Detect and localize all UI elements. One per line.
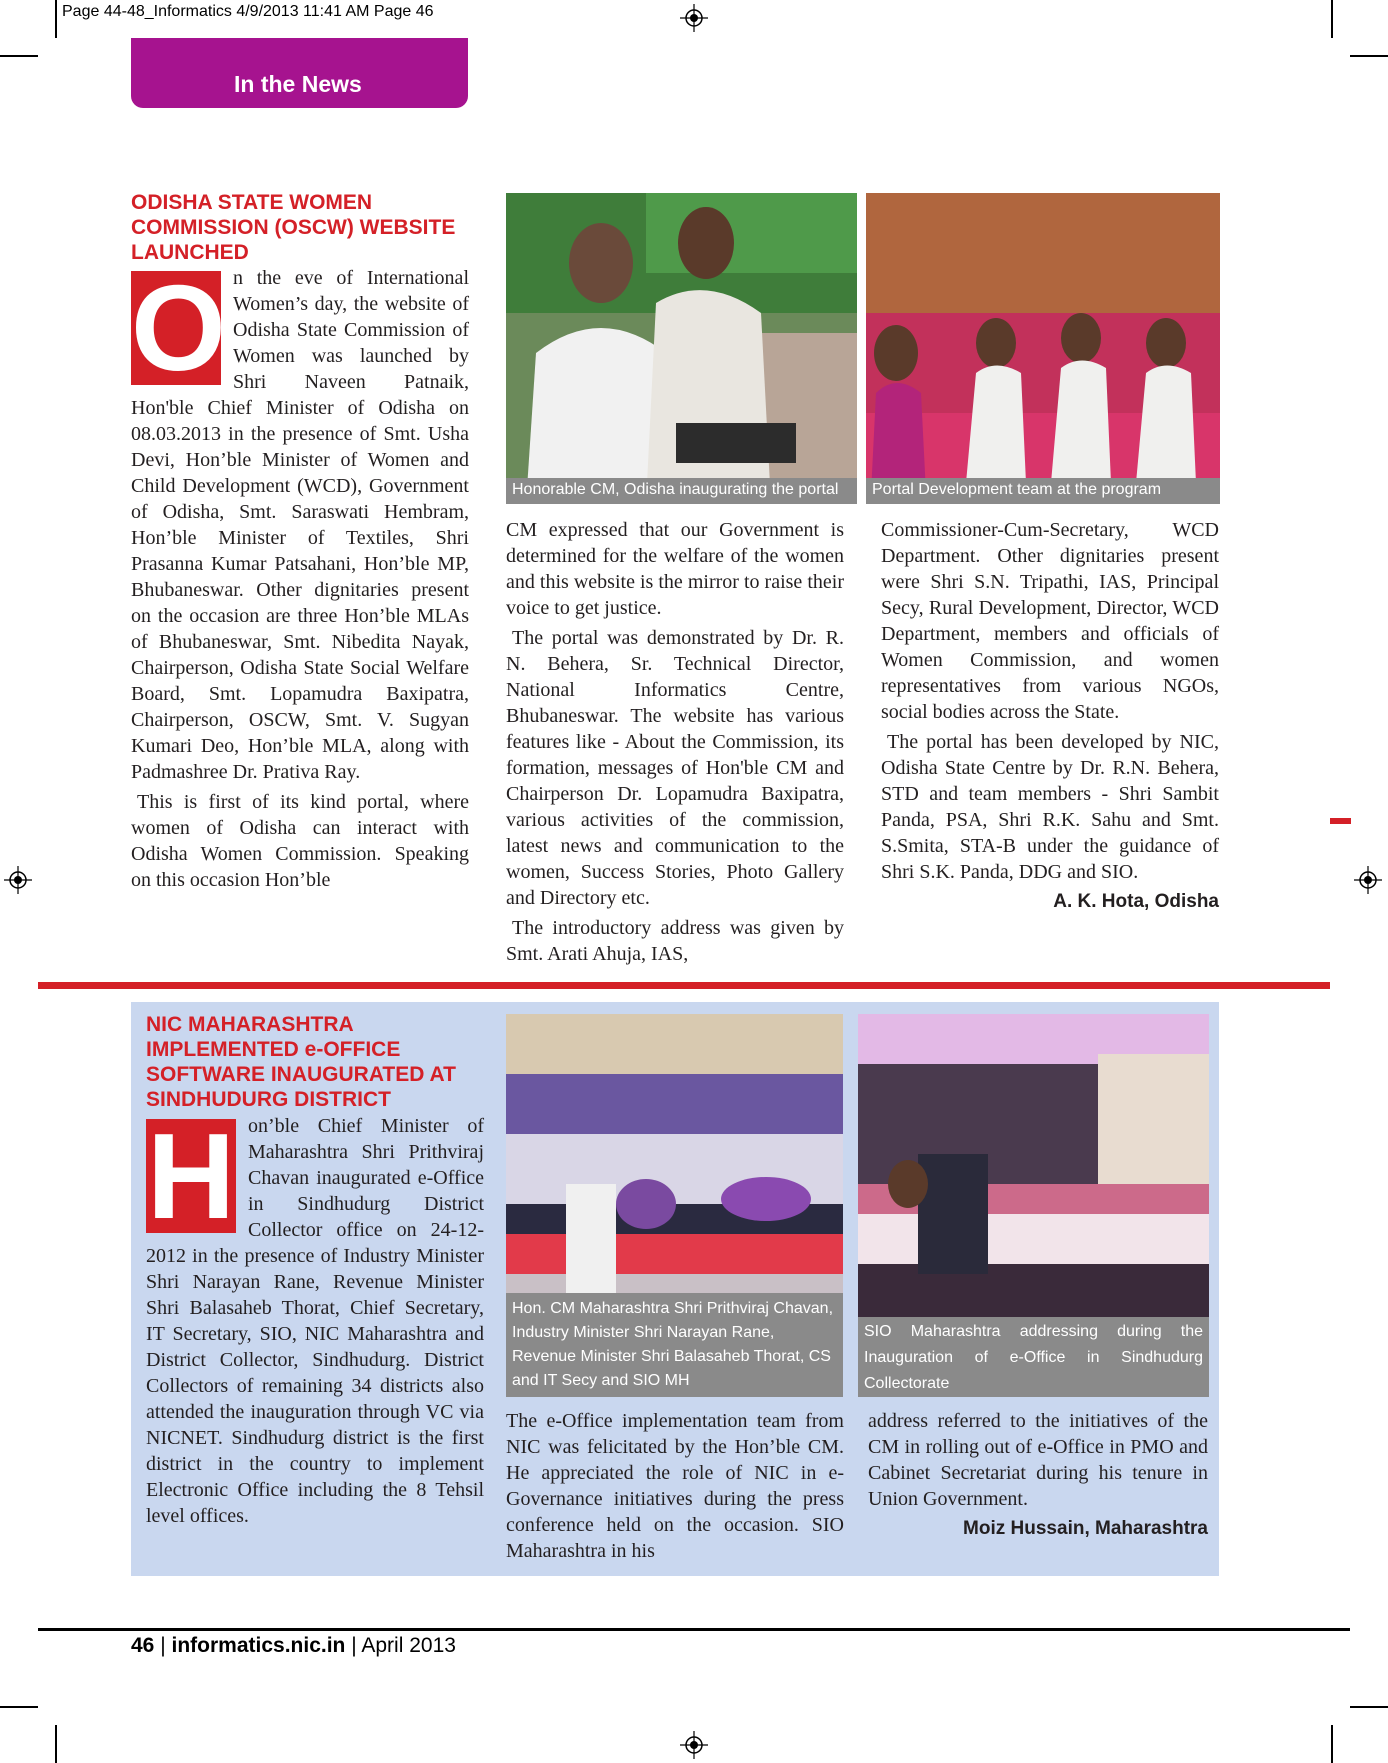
section-divider (38, 982, 1330, 989)
story1-column-1 (131, 260, 469, 897)
story1-paragraph: The introductory address was given by Smt. Arati Ahuja, IAS, (506, 917, 844, 965)
story1-paragraph: This is first of its kind portal, where women of Odisha can interact with Odisha Women Commission. Speaking on this occasion Hon’ble (131, 791, 469, 891)
crop-mark (1350, 55, 1388, 57)
story1-photo-dev-team (866, 193, 1220, 504)
registration-mark-icon (680, 4, 708, 32)
story2-column-3 (868, 1408, 1208, 1542)
story1-column-2 (506, 517, 844, 971)
section-banner (131, 38, 468, 108)
story1-paragraph: CM expressed that our Government is determined for the welfare of the women and this website is the mirror to raise their voice to get justice. (506, 519, 844, 619)
story2-photo2-caption: SIO Maharashtra addressing during the Inauguration of e-Office in Sindhudurg Collectorate (858, 1317, 1209, 1397)
crop-mark (1331, 1725, 1333, 1763)
story1-photo2-caption: Portal Development team at the program (866, 478, 1220, 504)
story2-headline: NIC MAHARASHTRA IMPLEMENTED e-OFFICE SOFTWARE INAUGURATED AT SINDHUDURG DISTRICT (146, 1013, 456, 1111)
story1-byline: A. K. Hota, Odisha (1053, 891, 1219, 912)
story2-photo-sio-addressing (858, 1014, 1209, 1397)
registration-mark-icon (4, 866, 32, 894)
footer-issue: April 2013 (361, 1634, 456, 1657)
story1-headline: ODISHA STATE WOMEN COMMISSION (OSCW) WEBSITE LAUNCHED (131, 191, 456, 264)
story2-column-2 (506, 1408, 844, 1568)
story1-column-3 (881, 517, 1219, 915)
story1-photo-cm-inaugurating (506, 193, 857, 504)
story2-photo-cm-maharashtra (506, 1014, 843, 1397)
footer-separator: | (351, 1634, 362, 1657)
story1-paragraph: The portal was demonstrated by Dr. R. N. Behera, Sr. Technical Director, National Informatics Centre, Bhubaneswar. The website has various features like - About the Commission, its formation, messages of Hon'ble CM and Chairperson Dr. Lopamudra Baxipatra, various activities of the commission, latest news and communication to the women, Success Stories, Photo Gallery and Directory etc. (506, 627, 844, 909)
registration-mark-icon (680, 1731, 708, 1759)
story2-byline: Moiz Hussain, Maharashtra (963, 1518, 1208, 1539)
story2-dropcap: H (146, 1108, 236, 1244)
crop-mark (55, 1725, 57, 1763)
crop-mark (55, 0, 57, 38)
story1-paragraph: The portal has been developed by NIC, Odisha State Centre by Dr. R.N. Behera, STD and team members - Shri Sambit Panda, PSA, Shri R.K. Sahu and Smt. S.Smita, STA-B under the guidance of Shri S.K. Panda, DDG and SIO. (881, 731, 1219, 883)
story1-paragraph: n the eve of International Women’s day, the website of Odisha State Commission of Women was launched by Shri Naveen Patnaik, Hon'ble Chief Minister of Odisha on 08.03.2013 in the presence of Smt. Usha Devi, Hon’ble Minister of Women and Child Development (WCD), Government of Odisha, Smt. Saraswati Hembram, Hon’ble Minister of Textiles, Shri Prasanna Kumar Patsahani, Hon’ble MP, Bhubaneswar. Other dignitaries present on the occasion are three Hon’ble MLAs of Bhubaneswar, Smt. Nibedita Nayak, Chairperson, Odisha State Social Welfare Board, Smt. Lopamudra Baxipatra, Chairperson, OSCW, Smt. V. Sugyan Kumari Deo, Hon’ble MLA, along with Padmashree Dr. Prativa Ray. (131, 267, 469, 783)
footer-separator: | (160, 1634, 172, 1657)
registration-mark-icon (1354, 866, 1382, 894)
story2-column-1 (146, 1108, 484, 1533)
story2-paragraph: The e-Office implementation team from NIC was felicitated by the Hon’ble CM. He appreciated the role of NIC in e-Governance initiatives during the press conference held on the occasion. SIO Maharashtra in his (506, 1410, 844, 1562)
margin-marker (1330, 818, 1351, 824)
crop-mark (0, 55, 38, 57)
page-number: 46 (131, 1634, 155, 1657)
page-footer (131, 1634, 456, 1658)
print-slug: Page 44-48_Informatics 4/9/2013 11:41 AM Page 46 (62, 3, 434, 20)
crop-mark (1350, 1706, 1388, 1708)
footer-rule (38, 1628, 1350, 1631)
story2-photo1-caption: Hon. CM Maharashtra Shri Prithviraj Chavan, Industry Minister Shri Narayan Rane, Revenue Minister Shri Balasaheb Thorat, CS and IT Secy and SIO MH (506, 1293, 843, 1397)
footer-site: informatics.nic.in (171, 1634, 346, 1657)
crop-mark (1331, 0, 1333, 38)
story2-paragraph: address referred to the initiatives of the CM in rolling out of e-Office in PMO and Cabinet Secretariat during his tenure in Union Government. (868, 1410, 1208, 1510)
story1-paragraph: Commissioner-Cum-Secretary, WCD Department. Other dignitaries present were Shri S.N. Tripathi, IAS, Principal Secy, Rural Development, Director, WCD Department, members and officials of Women Commission, and women representatives from various NGOs, social bodies across the State. (881, 519, 1219, 723)
story2-paragraph: on’ble Chief Minister of Maharashtra Shri Prithviraj Chavan inaugurated e-Office in Sindhudurg District Collector office on 24-12-2012 in the presence of Industry Minister Shri Narayan Rane, Revenue Minister Shri Balasaheb Thorat, Chief Secretary, IT Secretary, SIO, NIC Maharashtra and District Collector, Sindhudurg. District Collectors of remaining 34 districts also attended the inauguration through VC via NICNET. Sindhudurg district is the first district in the country to implement Electronic Office including the 8 Tehsil level offices. (146, 1115, 484, 1527)
story1-dropcap: O (131, 260, 226, 396)
story1-photo1-caption: Honorable CM, Odisha inaugurating the portal (506, 478, 857, 504)
crop-mark (0, 1706, 38, 1708)
section-title: In the News (234, 71, 362, 97)
